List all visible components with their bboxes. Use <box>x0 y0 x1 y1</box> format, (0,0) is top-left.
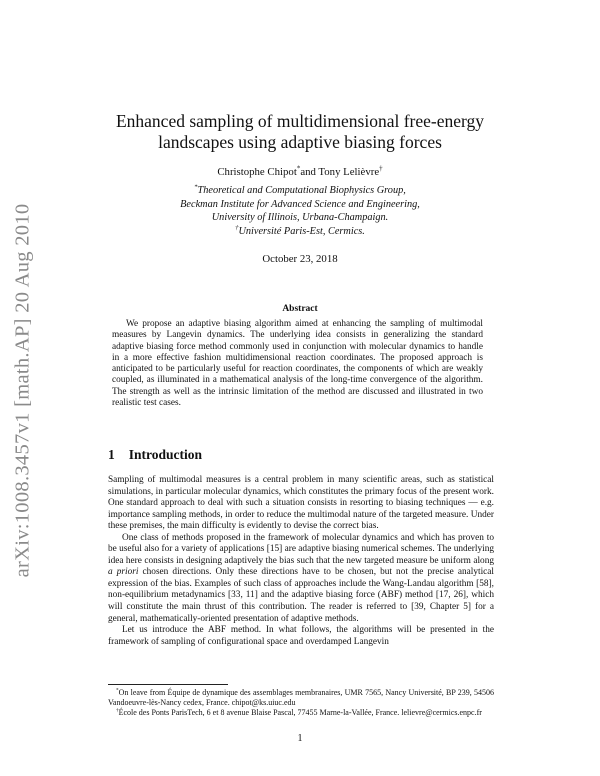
affiliation-2: †Université Paris-Est, Cermics. <box>235 224 365 237</box>
abstract-heading: Abstract <box>282 304 318 314</box>
abstract-text: We propose an adaptive biasing algorithm aimed at enhancing the sampling of multimodal measures by Langevin dynamics. The underlying idea consists in generalizing the standard adaptive biasing force method commonly used in conjunction with molecular dynamics to handle in a more effective fashion multidimensional reaction coordinates. The proposed approach is anticipated to be particularly useful for reaction coordinates, the components of which are weakly coupled, as illuminated in a mathematical analysis of the long-time convergence of the algorithm. The strength as well as the intrinsic limitation of the method are discussed and illustrated in two realistic test cases. <box>112 319 483 409</box>
title-line-2: landscapes using adaptive biasing forces <box>158 132 442 152</box>
footnote-1-mark: * <box>116 687 119 694</box>
affiliation-1-line-3: University of Illinois, Urbana-Champaign. <box>211 212 389 223</box>
section-number: 1 <box>108 447 115 462</box>
arxiv-identifier: arXiv:1008.3457v1 [math.AP] 20 Aug 2010 <box>11 203 34 577</box>
paper-date: October 23, 2018 <box>262 253 338 265</box>
paragraph-3: Let us introduce the ABF method. In what follows, the algorithms will be presented in the framework of sampling of configurational space and overdamped Langevin <box>108 625 494 647</box>
author-1: Christophe Chipot <box>217 166 297 178</box>
introduction-body <box>108 475 494 648</box>
arxiv-sidebar-stamp <box>8 195 38 585</box>
author-conjunction: and Tony Lelièvre <box>300 166 380 178</box>
affiliation-1-line-2: Beckman Institute for Advanced Science and Engineering, <box>180 198 420 210</box>
footnote-rule <box>108 684 228 685</box>
author-1-mark: * <box>296 164 301 173</box>
footnote-1: *On leave from Équipe de dynamique des assemblages membranaires, UMR 7565, Nancy Université, BP 239, 54506 Vandoeuvre-lès-Nancy cedex, France. chipot@ks.uiuc.edu <box>108 687 494 708</box>
page-number: 1 <box>297 733 303 744</box>
paper-title <box>100 111 500 153</box>
authors <box>100 166 500 178</box>
section-heading <box>108 447 202 463</box>
footnote-2-mark: † <box>116 707 119 714</box>
title-line-1: Enhanced sampling of multidimensional free-energy <box>115 111 485 131</box>
footnotes <box>108 688 494 719</box>
footnote-2: †École des Ponts ParisTech, 6 et 8 avenue Blaise Pascal, 77455 Marne-la-Vallée, France. lelievre@cermics.enpc.fr <box>116 707 482 718</box>
affiliations <box>100 184 500 238</box>
emphasis-a-priori: a priori <box>108 567 139 578</box>
affiliation-1-line-1: *Theoretical and Computational Biophysics Group, <box>194 183 406 196</box>
affiliation-2-mark: † <box>235 224 239 232</box>
affiliation-1-mark: * <box>194 183 198 191</box>
section-title: Introduction <box>128 447 203 462</box>
paragraph-2: One class of methods proposed in the framework of molecular dynamics and which has proven to be useful also for a variety of applications [15] are adaptive biasing numerical schemes. The underlying idea here consists in designing adaptively the bias such that the new targeted measure be uniform along a priori chosen directions. Only these directions have to be chosen, but not the precise analytical expression of the bias. Examples of such class of approaches include the Wang-Landau algorithm [58], non-equilibrium metadynamics [33, 11] and the adaptive biasing force (ABF) method [17, 26], which will constitute the main thrust of this contribution. The reader is referred to [39, Chapter 5] for a general, mathematically-oriented presentation of adaptive methods. <box>108 532 494 624</box>
paragraph-1: Sampling of multimodal measures is a central problem in many scientific areas, such as statistical simulations, in particular molecular dynamics, which constitutes the primary focus of the present work. One standard approach to deal with such a situation consists in resorting to biasing techniques — e.g. importance sampling methods, in order to reduce the multimodal nature of the targeted measure. Under these premises, the main difficulty is evidently to devise the correct bias. <box>108 475 494 532</box>
author-2-mark: † <box>379 164 383 173</box>
